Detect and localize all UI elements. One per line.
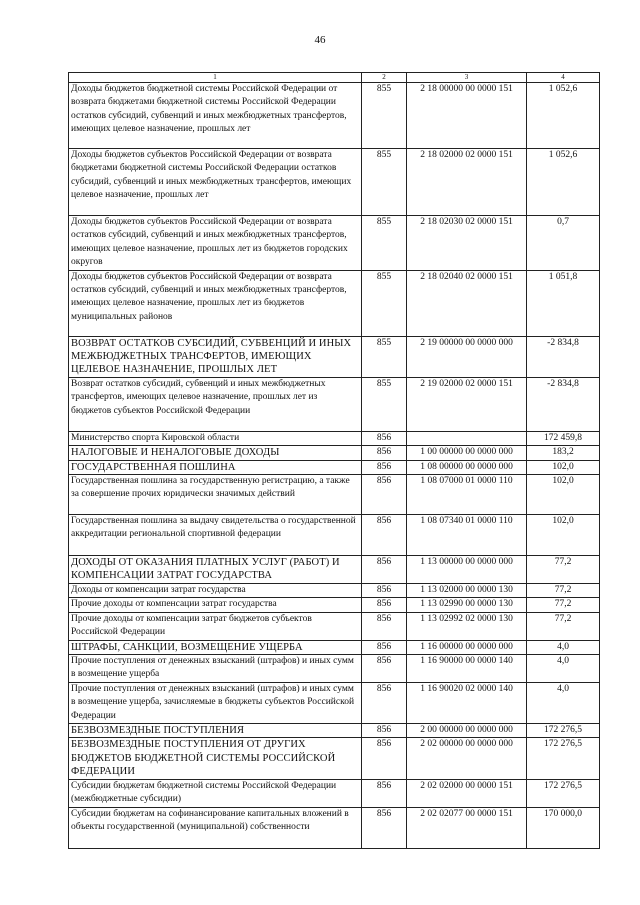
- cell-code: 856: [362, 475, 407, 515]
- table-row: [69, 377, 600, 431]
- cell-kbk: 1 13 02992 02 0000 130: [407, 612, 527, 640]
- cell-amount: 4,0: [527, 682, 600, 723]
- cell-name: Субсидии бюджетам бюджетной системы Российской Федерации (межбюджетные субсидии): [69, 779, 362, 807]
- cell-amount: 172 276,5: [527, 723, 600, 737]
- cell-kbk: 1 13 02990 00 0000 130: [407, 598, 527, 612]
- cell-name: ГОСУДАРСТВЕННАЯ ПОШЛИНА: [69, 460, 362, 474]
- cell-kbk: 1 13 02000 00 0000 130: [407, 583, 527, 597]
- cell-kbk: 2 02 02000 00 0000 151: [407, 779, 527, 807]
- cell-kbk: 2 02 02077 00 0000 151: [407, 807, 527, 848]
- cell-code: 856: [362, 738, 407, 779]
- cell-amount: 172 276,5: [527, 738, 600, 779]
- cell-code: 856: [362, 598, 407, 612]
- cell-name: Возврат остатков субсидий, субвенций и иных межбюджетных трансфертов, имеющих целевое назначение, прошлых лет из бюджетов субъектов Российской Федерации: [69, 377, 362, 431]
- cell-kbk: 1 08 00000 00 0000 000: [407, 460, 527, 474]
- cell-name: ДОХОДЫ ОТ ОКАЗАНИЯ ПЛАТНЫХ УСЛУГ (РАБОТ) И КОМПЕНСАЦИИ ЗАТРАТ ГОСУДАРСТВА: [69, 556, 362, 584]
- cell-name: Прочие доходы от компенсации затрат государства: [69, 598, 362, 612]
- cell-kbk: 2 18 00000 00 0000 151: [407, 83, 527, 149]
- cell-kbk: 2 19 00000 00 0000 000: [407, 336, 527, 377]
- cell-name: Министерство спорта Кировской области: [69, 431, 362, 445]
- cell-name: БЕЗВОЗМЕЗДНЫЕ ПОСТУПЛЕНИЯ: [69, 723, 362, 737]
- table-row: [69, 598, 600, 612]
- table-row: [69, 807, 600, 848]
- cell-name: Доходы бюджетов бюджетной системы Российской Федерации от возврата бюджетами бюджетной системы Российской Федерации остатков субсидий, субвенций и иных межбюджетных трансфертов, имеющих целевое назначение, прошлых лет: [69, 83, 362, 149]
- table-row: [69, 270, 600, 336]
- table-row: [69, 515, 600, 556]
- cell-code: 856: [362, 583, 407, 597]
- cell-amount: -2 834,8: [527, 336, 600, 377]
- table-row: [69, 336, 600, 377]
- cell-kbk: 1 08 07000 01 0000 110: [407, 475, 527, 515]
- cell-code: 856: [362, 515, 407, 556]
- table-row: [69, 654, 600, 682]
- cell-name: Субсидии бюджетам на софинансирование капитальных вложений в объекты государственной (муниципальной) собственности: [69, 807, 362, 848]
- cell-kbk: 2 00 00000 00 0000 000: [407, 723, 527, 737]
- cell-kbk: 1 08 07340 01 0000 110: [407, 515, 527, 556]
- cell-amount: 77,2: [527, 556, 600, 584]
- cell-name: Государственная пошлина за выдачу свидетельства о государственной аккредитации региональной спортивной федерации: [69, 515, 362, 556]
- table-row: [69, 556, 600, 584]
- cell-code: 856: [362, 446, 407, 460]
- cell-amount: 102,0: [527, 460, 600, 474]
- cell-amount: -2 834,8: [527, 377, 600, 431]
- cell-kbk: 1 16 90020 02 0000 140: [407, 682, 527, 723]
- page-number: 46: [314, 34, 326, 46]
- table-row: [69, 583, 600, 597]
- cell-amount: 172 276,5: [527, 779, 600, 807]
- cell-code: 855: [362, 377, 407, 431]
- cell-code: 855: [362, 336, 407, 377]
- cell-name: Доходы от компенсации затрат государства: [69, 583, 362, 597]
- cell-code: 856: [362, 556, 407, 584]
- cell-code: 855: [362, 83, 407, 149]
- cell-amount: 77,2: [527, 598, 600, 612]
- cell-kbk: 2 19 02000 02 0000 151: [407, 377, 527, 431]
- cell-kbk: 2 18 02000 02 0000 151: [407, 149, 527, 216]
- cell-name: ШТРАФЫ, САНКЦИИ, ВОЗМЕЩЕНИЕ УЩЕРБА: [69, 640, 362, 654]
- header-cell: 4: [527, 73, 600, 83]
- cell-name: Прочие доходы от компенсации затрат бюджетов субъектов Российской Федерации: [69, 612, 362, 640]
- cell-kbk: 2 18 02030 02 0000 151: [407, 216, 527, 271]
- cell-name: ВОЗВРАТ ОСТАТКОВ СУБСИДИЙ, СУБВЕНЦИЙ И ИНЫХ МЕЖБЮДЖЕТНЫХ ТРАНСФЕРТОВ, ИМЕЮЩИХ ЦЕЛЕВОЕ НАЗНАЧЕНИЕ, ПРОШЛЫХ ЛЕТ: [69, 336, 362, 377]
- cell-amount: 77,2: [527, 612, 600, 640]
- cell-code: 856: [362, 640, 407, 654]
- header-cell: 2: [362, 73, 407, 83]
- cell-code: 856: [362, 723, 407, 737]
- cell-code: 856: [362, 779, 407, 807]
- cell-name: Государственная пошлина за государственную регистрацию, а также за совершение прочих юридически значимых действий: [69, 475, 362, 515]
- cell-kbk: 1 13 00000 00 0000 000: [407, 556, 527, 584]
- cell-code: 856: [362, 654, 407, 682]
- table-row: [69, 475, 600, 515]
- cell-amount: 1 051,8: [527, 270, 600, 336]
- table-row: [69, 723, 600, 737]
- table-row: [69, 216, 600, 271]
- cell-name: НАЛОГОВЫЕ И НЕНАЛОГОВЫЕ ДОХОДЫ: [69, 446, 362, 460]
- cell-code: 856: [362, 807, 407, 848]
- cell-code: 856: [362, 431, 407, 445]
- cell-name: Прочие поступления от денежных взысканий (штрафов) и иных сумм в возмещение ущерба, зачисляемые в бюджеты субъектов Российской Федерации: [69, 682, 362, 723]
- table-row: [69, 446, 600, 460]
- cell-name: Доходы бюджетов субъектов Российской Федерации от возврата остатков субсидий, субвенций и иных межбюджетных трансфертов, имеющих целевое назначение, прошлых лет из бюджетов городских округов: [69, 216, 362, 271]
- header-cell: 3: [407, 73, 527, 83]
- table-row: [69, 612, 600, 640]
- cell-kbk: 1 00 00000 00 0000 000: [407, 446, 527, 460]
- cell-kbk: 2 18 02040 02 0000 151: [407, 270, 527, 336]
- cell-amount: 183,2: [527, 446, 600, 460]
- table-row: [69, 83, 600, 149]
- table-row: [69, 431, 600, 445]
- header-cell: 1: [69, 73, 362, 83]
- cell-name: БЕЗВОЗМЕЗДНЫЕ ПОСТУПЛЕНИЯ ОТ ДРУГИХ БЮДЖЕТОВ БЮДЖЕТНОЙ СИСТЕМЫ РОССИЙСКОЙ ФЕДЕРАЦИИ: [69, 738, 362, 779]
- cell-amount: 102,0: [527, 515, 600, 556]
- cell-name: Доходы бюджетов субъектов Российской Федерации от возврата бюджетами бюджетной системы Российской Федерации остатков субсидий, субвенций и иных межбюджетных трансфертов, имеющих целевое назначение, прошлых лет: [69, 149, 362, 216]
- cell-kbk: 2 02 00000 00 0000 000: [407, 738, 527, 779]
- cell-kbk: 1 16 00000 00 0000 000: [407, 640, 527, 654]
- cell-kbk: [407, 431, 527, 445]
- cell-amount: 102,0: [527, 475, 600, 515]
- cell-code: 856: [362, 612, 407, 640]
- cell-amount: 172 459,8: [527, 431, 600, 445]
- cell-code: 855: [362, 149, 407, 216]
- cell-code: 856: [362, 460, 407, 474]
- cell-amount: 1 052,6: [527, 149, 600, 216]
- cell-name: Прочие поступления от денежных взысканий (штрафов) и иных сумм в возмещение ущерба: [69, 654, 362, 682]
- cell-amount: 4,0: [527, 654, 600, 682]
- table-row: [69, 640, 600, 654]
- table-header-row: [69, 73, 600, 83]
- cell-kbk: 1 16 90000 00 0000 140: [407, 654, 527, 682]
- table-row: [69, 682, 600, 723]
- cell-code: 856: [362, 682, 407, 723]
- table-row: [69, 460, 600, 474]
- cell-amount: 77,2: [527, 583, 600, 597]
- cell-code: 855: [362, 270, 407, 336]
- table-row: [69, 738, 600, 779]
- cell-amount: 4,0: [527, 640, 600, 654]
- budget-table: [68, 72, 600, 849]
- cell-name: Доходы бюджетов субъектов Российской Федерации от возврата остатков субсидий, субвенций и иных межбюджетных трансфертов, имеющих целевое назначение, прошлых лет из бюджетов муниципальных районов: [69, 270, 362, 336]
- table-row: [69, 779, 600, 807]
- cell-amount: 1 052,6: [527, 83, 600, 149]
- cell-amount: 170 000,0: [527, 807, 600, 848]
- cell-amount: 0,7: [527, 216, 600, 271]
- table-row: [69, 149, 600, 216]
- cell-code: 855: [362, 216, 407, 271]
